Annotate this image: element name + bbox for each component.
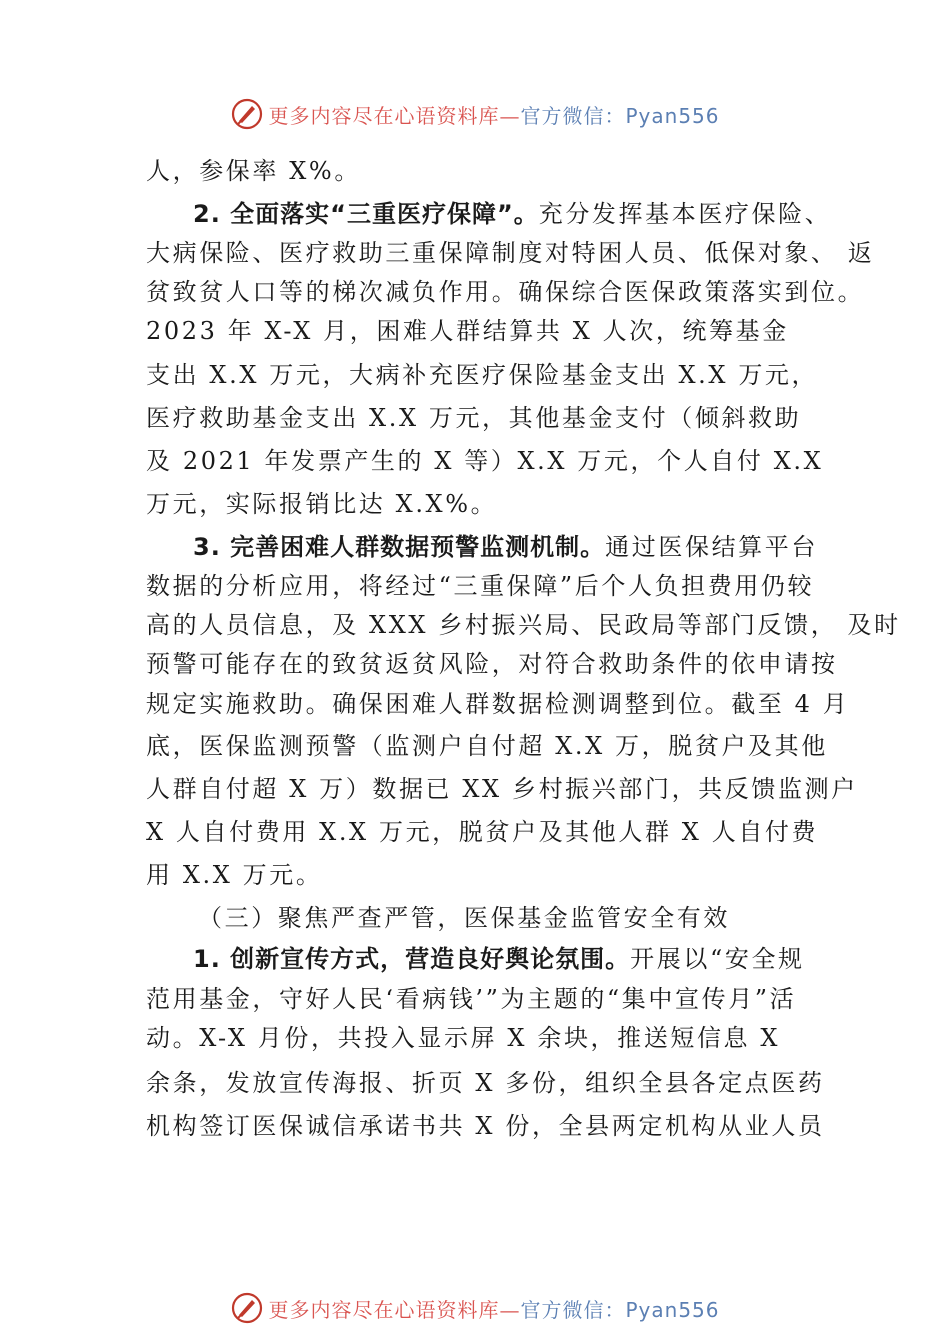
text-line: 大病保险、医疗救助三重保障制度对特困人员、低保对象、 返 — [146, 239, 875, 267]
paragraph-line — [193, 531, 818, 563]
text-line: 动。X-X 月份，共投入显示屏 X 余块，推送短信息 X — [146, 1024, 781, 1052]
watermark-wechat-label: 官方微信： — [520, 1297, 626, 1322]
watermark-site: 更多内容尽在心语资料库 — [268, 1297, 500, 1322]
paragraph-heading: 3. 完善困难人群数据预警监测机制。 — [193, 533, 606, 561]
paragraph-heading: 2. 全面落实“三重医疗保障”。 — [193, 200, 539, 228]
paragraph-line — [193, 943, 805, 975]
header-watermark-banner — [0, 94, 950, 134]
watermark-wechat-id: Pyan556 — [625, 103, 720, 128]
watermark-dash: — — [499, 103, 521, 128]
text-line: 2023 年 X-X 月，困难人群结算共 X 人次，统筹基金 — [146, 317, 789, 345]
watermark-wechat-id: Pyan556 — [625, 1297, 720, 1322]
paragraph-text: 充分发挥基本医疗保险、 — [538, 200, 832, 228]
watermark-text — [268, 1294, 719, 1323]
section-heading: （三）聚焦严查严管，医保基金监管安全有效 — [198, 904, 730, 932]
text-line: 规定实施救助。确保困难人群数据检测调整到位。截至 4 月 — [146, 690, 850, 718]
text-line: 底，医保监测预警（监测户自付超 X.X 万，脱贫户及其他 — [146, 732, 828, 760]
text-line: 人，参保率 X%。 — [146, 157, 361, 185]
text-line: 万元，实际报销比达 X.X%。 — [146, 490, 498, 518]
watermark-site: 更多内容尽在心语资料库 — [268, 103, 500, 128]
text-line: 人群自付超 X 万）数据已 XX 乡村振兴部门，共反馈监测户 — [146, 775, 858, 803]
text-line: 余条，发放宣传海报、折页 X 多份，组织全县各定点医药 — [146, 1069, 825, 1097]
text-line: 用 X.X 万元。 — [146, 861, 323, 889]
text-line: 及 2021 年发票产生的 X 等）X.X 万元，个人自付 X.X — [146, 447, 824, 475]
pen-seal-icon — [230, 97, 264, 131]
watermark-text — [268, 100, 719, 129]
text-line: 贫致贫人口等的梯次减负作用。确保综合医保政策落实到位。 — [146, 278, 865, 306]
pen-seal-icon — [230, 1291, 264, 1325]
watermark-wechat-label: 官方微信： — [520, 103, 626, 128]
paragraph-heading: 1. 创新宣传方式，营造良好舆论氛围。 — [193, 945, 631, 973]
text-line: 高的人员信息，及 XXX 乡村振兴局、民政局等部门反馈， 及时 — [146, 611, 901, 639]
text-line: 数据的分析应用，将经过“三重保障”后个人负担费用仍较 — [146, 572, 815, 600]
text-line: 支出 X.X 万元，大病补充医疗保险基金支出 X.X 万元， — [146, 361, 819, 389]
text-line: 机构签订医保诚信承诺书共 X 份，全县两定机构从业人员 — [146, 1112, 825, 1140]
text-line: 范用基金，守好人民‘看病钱’”为主题的“集中宣传月”活 — [146, 985, 797, 1013]
watermark-dash: — — [499, 1297, 521, 1322]
paragraph-text: 开展以“安全规 — [630, 945, 805, 973]
footer-watermark-banner — [0, 1288, 950, 1328]
paragraph-line — [193, 198, 831, 230]
text-line: X 人自付费用 X.X 万元，脱贫户及其他人群 X 人自付费 — [146, 818, 819, 846]
paragraph-text: 通过医保结算平台 — [605, 533, 818, 561]
text-line: 医疗救助基金支出 X.X 万元，其他基金支付（倾斜救助 — [146, 404, 802, 432]
text-line: 预警可能存在的致贫返贫风险，对符合救助条件的依申请按 — [146, 650, 838, 678]
